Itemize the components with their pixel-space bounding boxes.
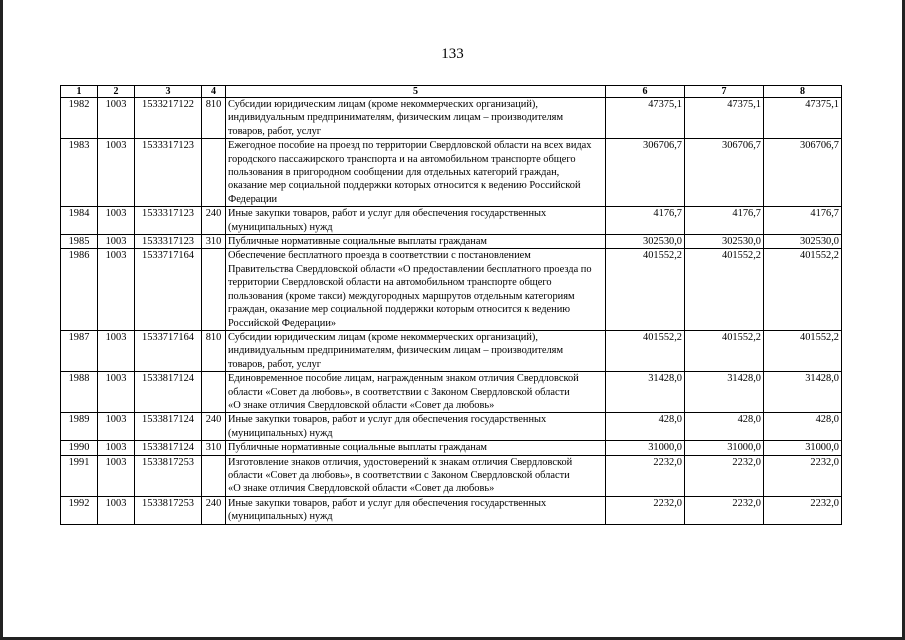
- description-line: области «Совет да любовь», в соответствии с Законом Свердловской области: [228, 469, 570, 481]
- row-number: 1982: [61, 98, 98, 139]
- table-row: [61, 455, 842, 496]
- target-article-code: 1533317123: [135, 207, 202, 235]
- amount-col-7: 401552,2: [685, 249, 764, 330]
- expense-type-code: [202, 139, 226, 207]
- description-line: оказание мер социальной поддержки которых относится к ведению Российской: [228, 180, 581, 192]
- table-row: [61, 249, 842, 330]
- amount-col-6: 2232,0: [606, 496, 685, 524]
- amount-col-8: 2232,0: [764, 496, 842, 524]
- description-line: городского пассажирского транспорта и на автомобильном транспорте общего: [228, 153, 576, 165]
- target-article-code: 1533317123: [135, 139, 202, 207]
- amount-col-8: 428,0: [764, 413, 842, 441]
- page-number: 133: [441, 46, 464, 62]
- description-line: «О знаке отличия Свердловской области «Совет да любовь»: [228, 399, 495, 411]
- amount-col-7: 302530,0: [685, 235, 764, 249]
- header-cell: 7: [685, 86, 764, 98]
- expense-type-code: 310: [202, 235, 226, 249]
- description-line: территории Свердловской области на автомобильном транспорте общего: [228, 277, 552, 289]
- target-article-code: 1533817253: [135, 496, 202, 524]
- description-line: товаров, работ, услуг: [228, 125, 322, 137]
- row-description: [226, 441, 606, 455]
- amount-col-6: 2232,0: [606, 455, 685, 496]
- description-line: (муниципальных) нужд: [228, 221, 333, 233]
- row-number: 1985: [61, 235, 98, 249]
- amount-col-7: 31000,0: [685, 441, 764, 455]
- header-cell: 8: [764, 86, 842, 98]
- row-number: 1984: [61, 207, 98, 235]
- target-article-code: 1533817124: [135, 441, 202, 455]
- table-row: [61, 496, 842, 524]
- table-row: [61, 98, 842, 139]
- row-number: 1983: [61, 139, 98, 207]
- amount-col-7: 401552,2: [685, 330, 764, 371]
- expense-type-code: 240: [202, 207, 226, 235]
- section-code: 1003: [98, 207, 135, 235]
- header-cell: 5: [226, 86, 606, 98]
- description-line: «О знаке отличия Свердловской области «Совет да любовь»: [228, 483, 495, 495]
- header-cell: 1: [61, 86, 98, 98]
- amount-col-8: 4176,7: [764, 207, 842, 235]
- description-line: пользования в пригородном сообщении для отдельных категорий граждан,: [228, 167, 560, 179]
- row-description: [226, 330, 606, 371]
- description-line: Российской Федерации»: [228, 317, 337, 329]
- target-article-code: 1533317123: [135, 235, 202, 249]
- table-row: [61, 207, 842, 235]
- amount-col-7: 2232,0: [685, 455, 764, 496]
- description-line: Правительства Свердловской области «О предоставлении бесплатного проезда по: [228, 263, 592, 275]
- target-article-code: 1533817124: [135, 372, 202, 413]
- row-description: [226, 249, 606, 330]
- amount-col-8: 401552,2: [764, 330, 842, 371]
- row-number: 1992: [61, 496, 98, 524]
- amount-col-7: 2232,0: [685, 496, 764, 524]
- expense-type-code: 240: [202, 496, 226, 524]
- description-line: Иные закупки товаров, работ и услуг для обеспечения государственных: [228, 414, 547, 426]
- amount-col-7: 428,0: [685, 413, 764, 441]
- expense-type-code: [202, 372, 226, 413]
- table-body: [61, 98, 842, 525]
- table-row: [61, 372, 842, 413]
- section-code: 1003: [98, 372, 135, 413]
- table-row: [61, 139, 842, 207]
- header-cell: 2: [98, 86, 135, 98]
- description-line: пользования (кроме такси) междугородных маршрутов отдельным категориям: [228, 290, 575, 302]
- amount-col-7: 306706,7: [685, 139, 764, 207]
- amount-col-7: 4176,7: [685, 207, 764, 235]
- row-description: [226, 207, 606, 235]
- table-row: [61, 330, 842, 371]
- amount-col-7: 31428,0: [685, 372, 764, 413]
- amount-col-6: 31428,0: [606, 372, 685, 413]
- description-line: граждан, оказание мер социальной поддержки которым относится к ведению: [228, 304, 571, 316]
- target-article-code: 1533217122: [135, 98, 202, 139]
- target-article-code: 1533817253: [135, 455, 202, 496]
- row-number: 1986: [61, 249, 98, 330]
- table-row: [61, 235, 842, 249]
- description-line: Федерации: [228, 193, 278, 205]
- budget-table: [60, 85, 842, 525]
- scan-border-left: [0, 0, 3, 640]
- row-description: [226, 413, 606, 441]
- description-line: (муниципальных) нужд: [228, 427, 333, 439]
- section-code: 1003: [98, 496, 135, 524]
- description-line: области «Совет да любовь», в соответствии с Законом Свердловской области: [228, 386, 570, 398]
- section-code: 1003: [98, 413, 135, 441]
- table-row: [61, 441, 842, 455]
- description-line: товаров, работ, услуг: [228, 358, 322, 370]
- amount-col-8: 31000,0: [764, 441, 842, 455]
- row-number: 1990: [61, 441, 98, 455]
- expense-type-code: 310: [202, 441, 226, 455]
- description-line: Публичные нормативные социальные выплаты гражданам: [228, 236, 488, 248]
- expense-type-code: 810: [202, 98, 226, 139]
- row-description: [226, 496, 606, 524]
- description-line: Публичные нормативные социальные выплаты гражданам: [228, 442, 488, 454]
- amount-col-8: 306706,7: [764, 139, 842, 207]
- row-description: [226, 372, 606, 413]
- description-line: Иные закупки товаров, работ и услуг для обеспечения государственных: [228, 208, 547, 220]
- description-line: индивидуальным предпринимателям, физическим лицам – производителям: [228, 112, 564, 124]
- amount-col-8: 31428,0: [764, 372, 842, 413]
- amount-col-6: 428,0: [606, 413, 685, 441]
- section-code: 1003: [98, 98, 135, 139]
- amount-col-8: 2232,0: [764, 455, 842, 496]
- expense-type-code: 240: [202, 413, 226, 441]
- row-description: [226, 98, 606, 139]
- table-row: [61, 413, 842, 441]
- row-number: 1988: [61, 372, 98, 413]
- row-description: [226, 139, 606, 207]
- header-cell: 3: [135, 86, 202, 98]
- amount-col-6: 306706,7: [606, 139, 685, 207]
- description-line: Обеспечение бесплатного проезда в соответствии с постановлением: [228, 250, 531, 262]
- amount-col-8: 302530,0: [764, 235, 842, 249]
- description-line: Единовременное пособие лицам, награжденным знаком отличия Свердловской: [228, 373, 579, 385]
- description-line: Изготовление знаков отличия, удостоверений к знакам отличия Свердловской: [228, 456, 573, 468]
- description-line: Ежегодное пособие на проезд по территории Свердловской области на всех видах: [228, 140, 592, 152]
- section-code: 1003: [98, 139, 135, 207]
- amount-col-6: 401552,2: [606, 330, 685, 371]
- section-code: 1003: [98, 249, 135, 330]
- section-code: 1003: [98, 235, 135, 249]
- target-article-code: 1533717164: [135, 249, 202, 330]
- amount-col-6: 4176,7: [606, 207, 685, 235]
- row-description: [226, 235, 606, 249]
- amount-col-8: 401552,2: [764, 249, 842, 330]
- expense-type-code: [202, 249, 226, 330]
- row-number: 1989: [61, 413, 98, 441]
- header-cell: 6: [606, 86, 685, 98]
- amount-col-6: 401552,2: [606, 249, 685, 330]
- expense-type-code: 810: [202, 330, 226, 371]
- target-article-code: 1533717164: [135, 330, 202, 371]
- description-line: Субсидии юридическим лицам (кроме некоммерческих организаций),: [228, 331, 538, 343]
- amount-col-6: 47375,1: [606, 98, 685, 139]
- row-number: 1987: [61, 330, 98, 371]
- table-header-row: [61, 86, 842, 98]
- description-line: Субсидии юридическим лицам (кроме некоммерческих организаций),: [228, 99, 538, 110]
- target-article-code: 1533817124: [135, 413, 202, 441]
- header-cell: 4: [202, 86, 226, 98]
- description-line: индивидуальным предпринимателям, физическим лицам – производителям: [228, 345, 564, 357]
- row-number: 1991: [61, 455, 98, 496]
- section-code: 1003: [98, 441, 135, 455]
- section-code: 1003: [98, 455, 135, 496]
- description-line: Иные закупки товаров, работ и услуг для обеспечения государственных: [228, 497, 547, 509]
- amount-col-8: 47375,1: [764, 98, 842, 139]
- row-description: [226, 455, 606, 496]
- section-code: 1003: [98, 330, 135, 371]
- amount-col-6: 31000,0: [606, 441, 685, 455]
- description-line: (муниципальных) нужд: [228, 511, 333, 523]
- expense-type-code: [202, 455, 226, 496]
- amount-col-6: 302530,0: [606, 235, 685, 249]
- amount-col-7: 47375,1: [685, 98, 764, 139]
